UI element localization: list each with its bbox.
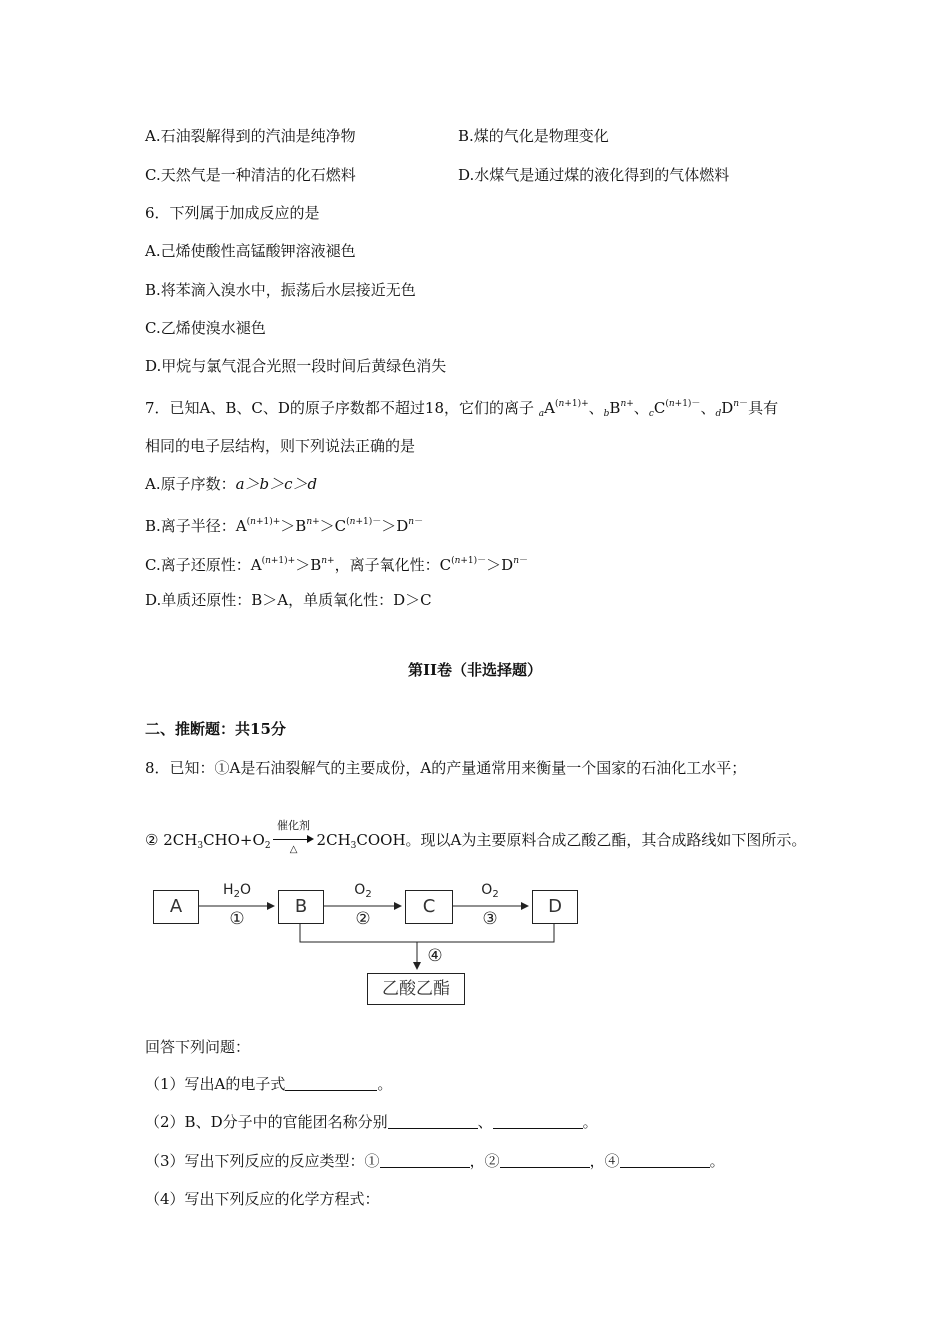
q7-option-d: D.单质还原性：B＞A，单质氧化性：D＞C xyxy=(145,591,432,609)
answer-blank-2b[interactable] xyxy=(493,1114,583,1129)
q8-sub-3: （3）写出下列反应的反应类型：① ，② ，④ 。 xyxy=(145,1152,725,1170)
q7-option-c-mid: ，离子氧化性： xyxy=(334,556,440,574)
node-c: C xyxy=(405,890,453,924)
label-o2-step3: $O_2$ xyxy=(481,882,499,900)
q6-option-c: C.乙烯使溴水褪色 xyxy=(145,319,266,337)
node-a: A xyxy=(153,890,199,924)
q6-option-a: A.己烯使酸性高锰酸钾溶液褪色 xyxy=(145,242,356,260)
q8-given-2-tail: 。现以A为主要原料合成乙酸乙酯，其合成路线如下图所示。 xyxy=(405,831,807,849)
answer-blank-3b[interactable] xyxy=(500,1153,590,1168)
q7-option-c-expr2: $C^{(n+1)-}>D^{n-}$ xyxy=(439,556,529,574)
section-title: 第II卷（非选择题） xyxy=(407,661,543,679)
answer-blank-3c[interactable] xyxy=(620,1153,710,1168)
q7-ion-formula: $_aA^{(n+1)+}$、$_bB^{n+}$、$_cC^{(n+1)-}$、$_dD^{n-}$ xyxy=(538,399,749,419)
step-4: ④ xyxy=(427,946,443,966)
q8-reaction-right: $2CH_3COOH$ xyxy=(316,831,406,851)
q8-sub-1: （1）写出A的电子式 。 xyxy=(145,1075,393,1093)
q7-option-c-label: C.离子还原性： xyxy=(145,556,251,574)
q5-option-a: A.石油裂解得到的汽油是纯净物 xyxy=(145,127,356,145)
q8-reaction-left: $2CH_3CHO+O_2$ xyxy=(163,831,271,851)
step-1: ① xyxy=(229,909,245,929)
step-3: ③ xyxy=(482,909,498,929)
q6-option-d: D.甲烷与氯气混合光照一段时间后黄绿色消失 xyxy=(145,357,447,375)
node-d: D xyxy=(532,890,578,924)
q7-option-b-expr: $A^{(n+1)+}>B^{n+}>C^{(n+1)-}>D^{n-}$ xyxy=(235,517,424,535)
q7-stem-end: 具有 xyxy=(748,399,779,417)
q7-stem-text: 7．已知A、B、C、D的原子序数都不超过18，它们的离子 xyxy=(145,399,534,417)
q7-option-a-expr: a＞b＞c＞d xyxy=(235,475,318,493)
q8-circle-2: ② xyxy=(145,831,159,849)
answer-intro: 回答下列问题： xyxy=(145,1038,251,1056)
q6-stem: 6．下列属于加成反应的是 xyxy=(145,204,320,222)
answer-blank-1[interactable] xyxy=(285,1076,377,1091)
label-o2-step2: $O_2$ xyxy=(354,882,372,900)
q5-option-c: C.天然气是一种清洁的化石燃料 xyxy=(145,166,356,184)
q6-option-b: B.将苯滴入溴水中，振荡后水层接近无色 xyxy=(145,281,416,299)
answer-blank-3a[interactable] xyxy=(380,1153,470,1168)
q7-option-c-expr1: $A^{(n+1)+}>B^{n+}$ xyxy=(250,556,335,574)
q7-option-a-label: A.原子序数： xyxy=(145,475,236,493)
q7-stem-line2: 相同的电子层结构，则下列说法正确的是 xyxy=(145,437,416,455)
node-b: B xyxy=(278,890,324,924)
heat-symbol: △ xyxy=(289,844,298,855)
q8-sub-1-text: （1）写出A的电子式 xyxy=(145,1075,286,1093)
q5-option-b: B.煤的气化是物理变化 xyxy=(458,127,609,145)
infer-section-heading: 二、推断题：共15分 xyxy=(145,720,286,738)
connector-b-d xyxy=(300,923,554,942)
q8-sub-4: （4）写出下列反应的化学方程式： xyxy=(145,1190,380,1208)
node-ethyl-acetate: 乙酸乙酯 xyxy=(367,973,465,1005)
catalyst-label: 催化剂 xyxy=(277,819,311,832)
q5-option-d: D.水煤气是通过煤的液化得到的气体燃料 xyxy=(458,166,730,184)
q8-sub-2-text: （2）B、D分子中的官能团名称分别 xyxy=(145,1113,388,1131)
q8-given-1: 8．已知：①A是石油裂解气的主要成份，A的产量通常用来衡量一个国家的石油化工水平； xyxy=(145,759,747,777)
answer-blank-2a[interactable] xyxy=(388,1114,478,1129)
step-2: ② xyxy=(355,909,371,929)
q7-option-b-label: B.离子半径： xyxy=(145,517,236,535)
label-h2o: $H_2O$ xyxy=(223,882,251,900)
q8-sub-2: （2）B、D分子中的官能团名称分别 、 。 xyxy=(145,1113,598,1131)
q8-sub-3-text: （3）写出下列反应的反应类型： xyxy=(145,1152,365,1170)
